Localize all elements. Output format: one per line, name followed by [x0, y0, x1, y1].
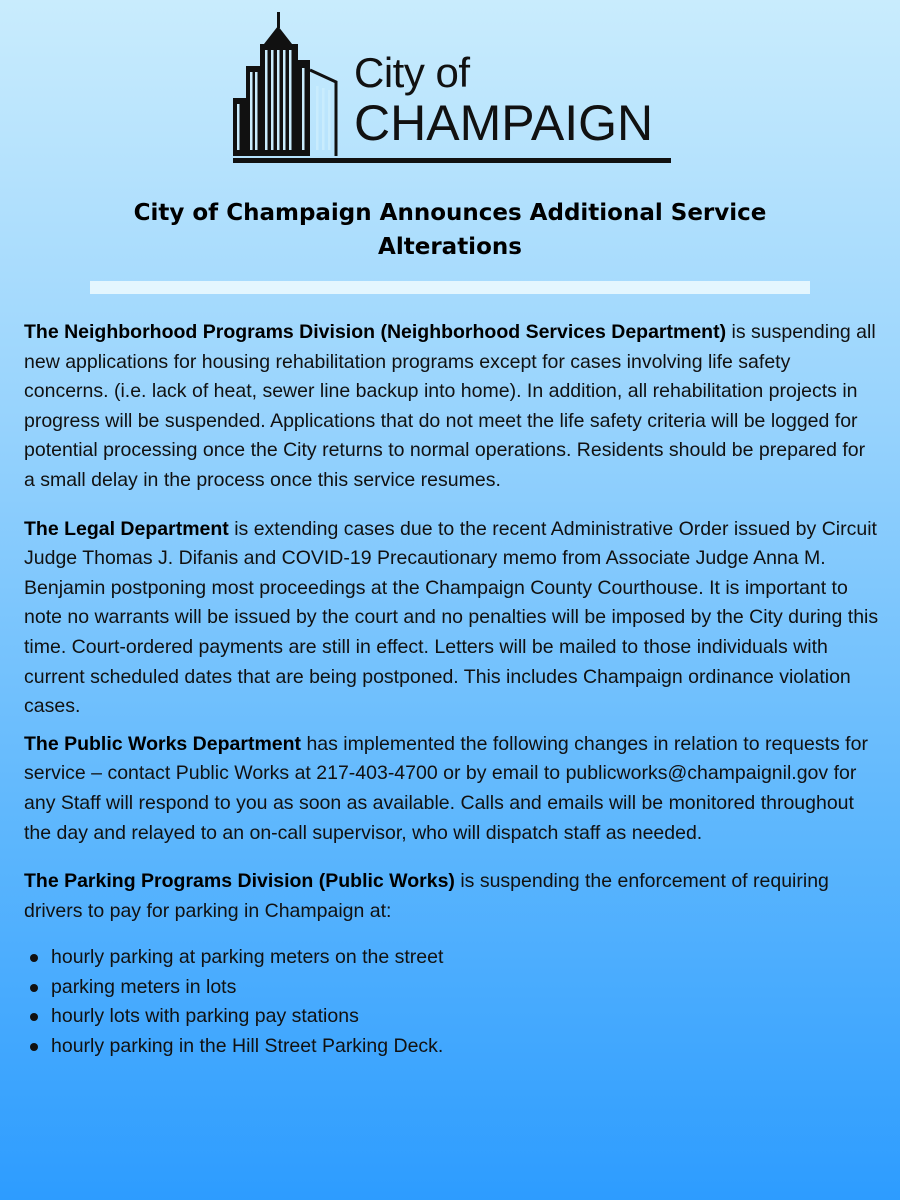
logo-champaign: CHAMPAIGN	[354, 95, 654, 151]
section-public-works	[24, 730, 880, 848]
bullet-icon	[30, 1043, 38, 1051]
list-item: hourly parking in the Hill Street Parking Deck.	[26, 1032, 880, 1062]
section-parking-programs	[24, 867, 880, 926]
list-item: parking meters in lots	[26, 973, 880, 1003]
logo-city-of: City of	[354, 49, 470, 96]
section-heading: The Public Works Department	[24, 732, 302, 755]
announcement-body	[24, 318, 880, 1062]
page-title: City of Champaign Announces Additional Service Alterations	[133, 200, 767, 260]
skyscraper-icon	[230, 12, 350, 158]
logo-underline	[233, 158, 671, 163]
section-legal-department	[24, 515, 880, 722]
list-item: hourly lots with parking pay stations	[26, 1002, 880, 1032]
city-logo	[230, 12, 675, 168]
section-text: has implemented the following changes in relation to requests for service – contact Public Works at 217-403-4700 or by email to publicworks@champaignil.gov for any Staff will respond to you as soon as available. Calls and emails will be monitored throughout the day and relayed to an on-call supervisor, who will dispatch staff as needed.	[24, 732, 868, 844]
section-text: is suspending the enforcement of requiring drivers to pay for parking in Champaign at:	[24, 870, 829, 922]
section-heading: The Legal Department	[24, 517, 229, 540]
parking-bullet-list	[24, 943, 880, 1061]
bullet-icon	[30, 1013, 38, 1021]
list-item: hourly parking at parking meters on the street	[26, 943, 880, 973]
section-heading: The Neighborhood Programs Division (Neighborhood Services Department)	[24, 321, 727, 343]
bullet-icon	[30, 984, 38, 992]
bullet-icon	[30, 954, 38, 962]
title-divider	[90, 281, 810, 294]
section-text: is suspending all new applications for housing rehabilitation programs except for cases involving life safety concerns. (i.e. lack of heat, sewer line backup into home). In addition, all rehabilitation projects in progress will be suspended. Applications that do not meet the life safety criteria will be logged for potential processing once the City returns to normal operations. Residents should be prepared for a small delay in the process once this service resumes.	[24, 321, 876, 491]
section-heading: The Parking Programs Division (Public Works)	[24, 870, 455, 893]
section-neighborhood-programs	[24, 318, 880, 496]
section-text: is extending cases due to the recent Administrative Order issued by Circuit Judge Thomas J. Difanis and COVID-19 Precautionary memo from Associate Judge Anna M. Benjamin postponing most proceedings at the Champaign County Courthouse. It is important to note no warrants will be issued by the court and no penalties will be imposed by the City during this time. Court-ordered payments are still in effect. Letters will be mailed to those individuals with current scheduled dates that are being postponed. This includes Champaign ordinance violation cases.	[24, 517, 879, 718]
